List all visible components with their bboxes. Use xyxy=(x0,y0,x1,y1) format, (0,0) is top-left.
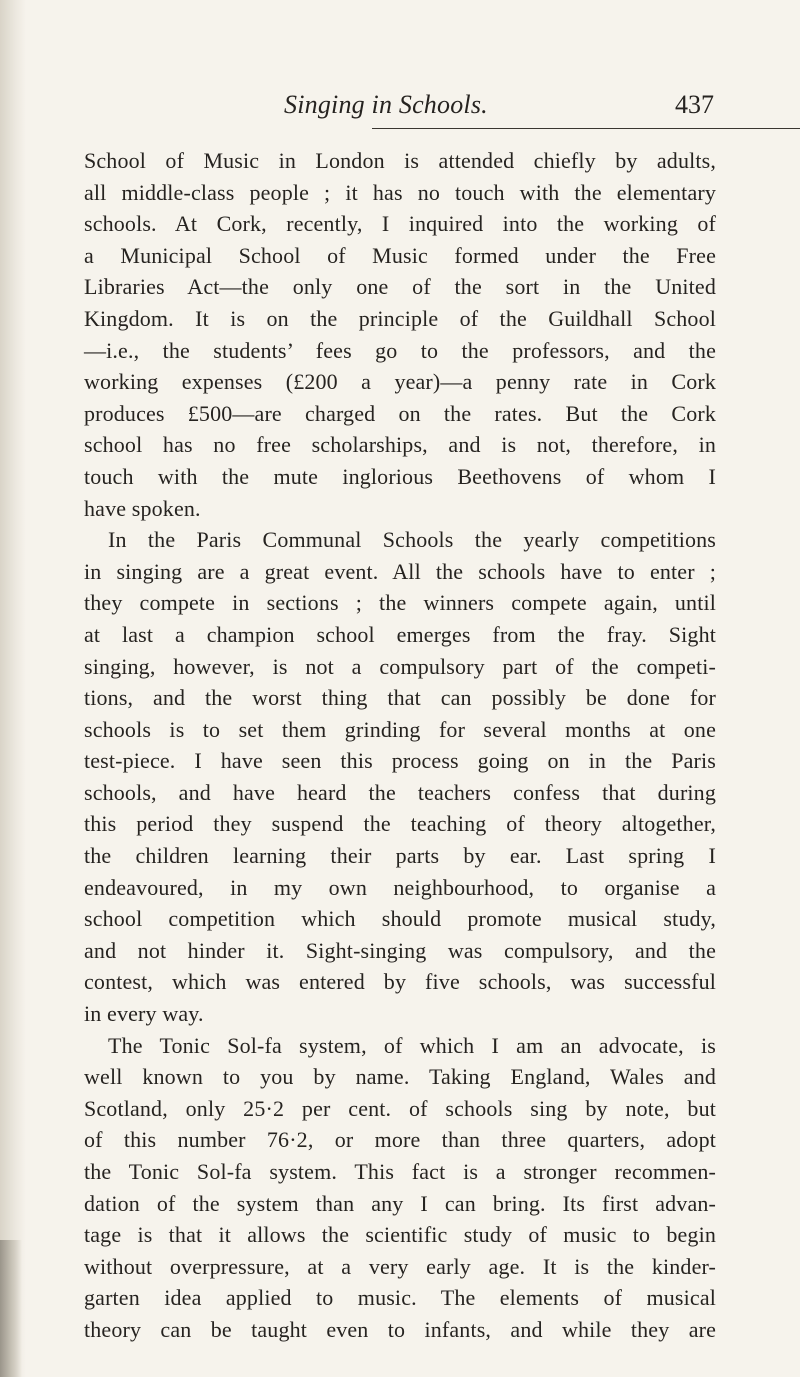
text-line: —i.e., the students’ fees go to the professors, and the xyxy=(84,337,716,363)
text-line: all middle-class people ; it has no touch with the elementary xyxy=(84,179,716,205)
text-line: produces £500—are charged on the rates. But the Cork xyxy=(84,400,716,426)
page-header xyxy=(84,86,714,120)
text-line: working expenses (£200 a year)—a penny rate in Cork xyxy=(84,369,716,395)
header-rule xyxy=(372,128,800,129)
text-line: the children learning their parts by ear. Last spring I xyxy=(84,843,716,869)
text-line: In the Paris Communal Schools the yearly competitions xyxy=(108,527,716,553)
text-line: The Tonic Sol-fa system, of which I am an advocate, is xyxy=(108,1032,716,1058)
text-line: without overpressure, at a very early age. It is the kinder- xyxy=(84,1253,716,1279)
text-line: theory can be taught even to infants, and while they are xyxy=(84,1316,716,1342)
text-line: singing, however, is not a compulsory part of the competi- xyxy=(84,653,716,679)
text-line: in every way. xyxy=(84,1001,204,1027)
text-line: at last a champion school emerges from the fray. Sight xyxy=(84,621,716,647)
text-line: touch with the mute inglorious Beethovens of whom I xyxy=(84,463,716,489)
text-line: contest, which was entered by five schools, was successful xyxy=(84,969,716,995)
text-line: Scotland, only 25·2 per cent. of schools sing by note, but xyxy=(84,1095,716,1121)
page-edge-shadow xyxy=(0,1240,22,1377)
text-line: school competition which should promote musical study, xyxy=(84,906,716,932)
text-line: schools. At Cork, recently, I inquired into the working of xyxy=(84,211,716,237)
page-gutter-shadow xyxy=(0,0,26,1377)
text-line: Libraries Act—the only one of the sort in the United xyxy=(84,274,716,300)
text-line: dation of the system than any I can bring. Its first advan- xyxy=(84,1190,716,1216)
text-line: Kingdom. It is on the principle of the Guildhall School xyxy=(84,305,716,331)
text-line: endeavoured, in my own neighbourhood, to organise a xyxy=(84,874,716,900)
page-number: 437 xyxy=(675,90,714,119)
text-line: tions, and the worst thing that can possibly be done for xyxy=(84,685,716,711)
text-line: garten idea applied to music. The elements of musical xyxy=(84,1285,716,1311)
text-line: school has no free scholarships, and is not, therefore, in xyxy=(84,432,716,458)
text-line: schools, and have heard the teachers confess that during xyxy=(84,779,716,805)
text-line: have spoken. xyxy=(84,495,201,521)
text-line: they compete in sections ; the winners compete again, until xyxy=(84,590,716,616)
text-line: a Municipal School of Music formed under the Free xyxy=(84,242,716,268)
text-line: schools is to set them grinding for several months at one xyxy=(84,716,716,742)
text-line: test-piece. I have seen this process going on in the Paris xyxy=(84,748,716,774)
body-text xyxy=(84,145,716,1346)
text-line: School of Music in London is attended chiefly by adults, xyxy=(84,148,716,173)
running-head: Singing in Schools. xyxy=(284,90,488,119)
text-line: and not hinder it. Sight-singing was compulsory, and the xyxy=(84,937,716,963)
text-line: tage is that it allows the scientific study of music to begin xyxy=(84,1222,716,1248)
text-line: well known to you by name. Taking England, Wales and xyxy=(84,1064,716,1090)
text-line: this period they suspend the teaching of theory altogether, xyxy=(84,811,716,837)
text-line: of this number 76·2, or more than three quarters, adopt xyxy=(84,1127,716,1153)
text-line: the Tonic Sol-fa system. This fact is a stronger recommen- xyxy=(84,1159,716,1184)
text-line: in singing are a great event. All the schools have to enter ; xyxy=(84,558,716,584)
